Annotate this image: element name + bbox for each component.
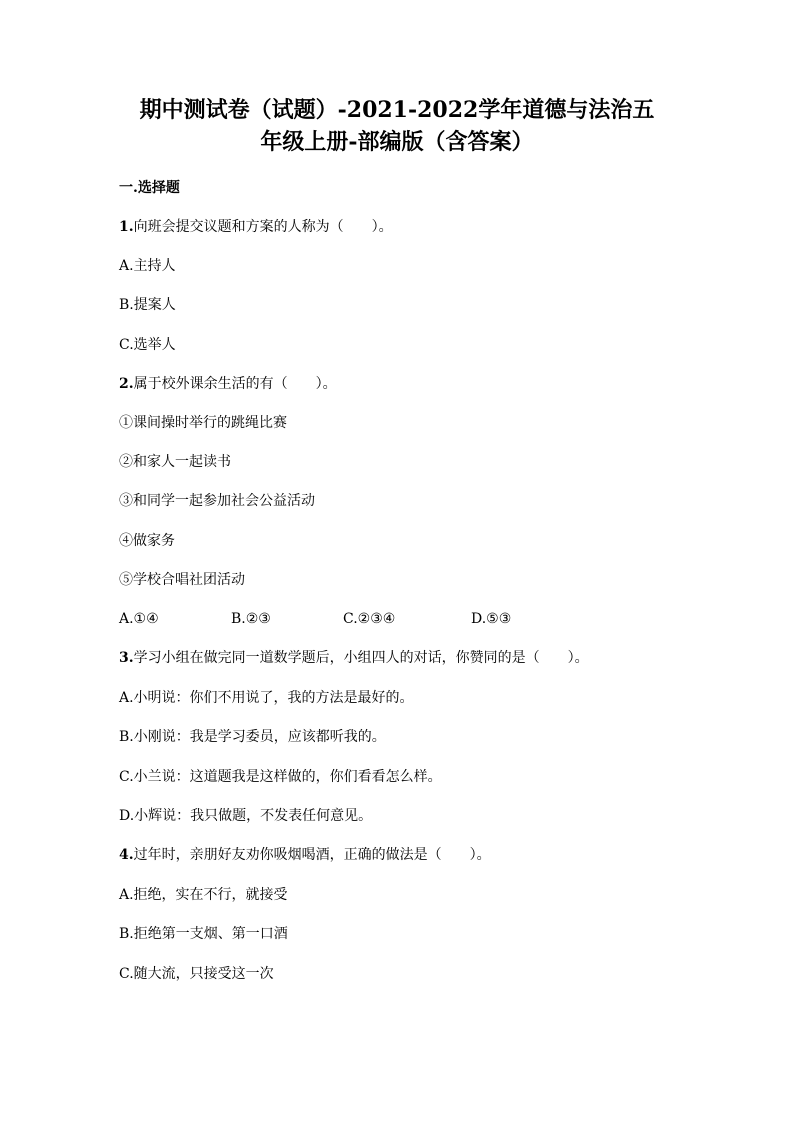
question-stem: 向班会提交议题和方案的人称为（ ）。: [133, 219, 393, 235]
q4-option-b: B.拒绝第一支烟、第一口酒: [119, 926, 288, 942]
question-4: [119, 845, 491, 865]
question-stem: 属于校外课余生活的有（ ）。: [133, 376, 337, 392]
question-2: [119, 374, 337, 394]
q1-option-b: B.提案人: [119, 297, 176, 313]
q3-option-c: C.小兰说：这道题我是这样做的，你们看看怎么样。: [119, 769, 442, 785]
q2-options-row: [119, 609, 539, 629]
title-line-2: 年级上册-部编版（含答案）: [260, 129, 534, 155]
q3-option-b: B.小刚说：我是学习委员，应该都听我的。: [119, 729, 386, 745]
q2-item-1: ①课间操时举行的跳绳比赛: [119, 415, 287, 431]
q3-option-a: A.小明说：你们不用说了，我的方法是最好的。: [119, 690, 414, 706]
q2-option-c: C.②③④: [343, 611, 396, 627]
q3-option-d: D.小辉说：我只做题，不发表任何意见。: [119, 808, 373, 824]
question-number: 2.: [119, 376, 134, 392]
q2-item-2: ②和家人一起读书: [119, 454, 231, 470]
q4-option-c: C.随大流，只接受这一次: [119, 966, 274, 982]
question-3: [119, 648, 589, 668]
question-1: [119, 217, 393, 237]
q2-option-a: A.①④: [119, 611, 159, 627]
page-title: [100, 94, 694, 158]
q1-option-a: A.主持人: [119, 258, 176, 274]
q2-option-d: D.⑤③: [471, 611, 512, 627]
q4-option-a: A.拒绝，实在不行，就接受: [119, 887, 288, 903]
question-number: 1.: [119, 219, 134, 235]
section-heading: 一.选择题: [119, 180, 180, 196]
q2-item-3: ③和同学一起参加社会公益活动: [119, 493, 315, 509]
q2-item-5: ⑤学校合唱社团活动: [119, 572, 245, 588]
q1-option-c: C.选举人: [119, 337, 176, 353]
title-line-1: 期中测试卷（试题）-2021-2022学年道德与法治五: [139, 97, 655, 123]
q2-option-b: B.②③: [231, 611, 271, 627]
question-stem: 过年时，亲朋好友劝你吸烟喝酒，正确的做法是（ ）。: [133, 847, 491, 863]
question-number: 3.: [119, 650, 134, 666]
question-stem: 学习小组在做完同一道数学题后，小组四人的对话，你赞同的是（ ）。: [133, 650, 589, 666]
q2-item-4: ④做家务: [119, 533, 175, 549]
question-number: 4.: [119, 847, 134, 863]
